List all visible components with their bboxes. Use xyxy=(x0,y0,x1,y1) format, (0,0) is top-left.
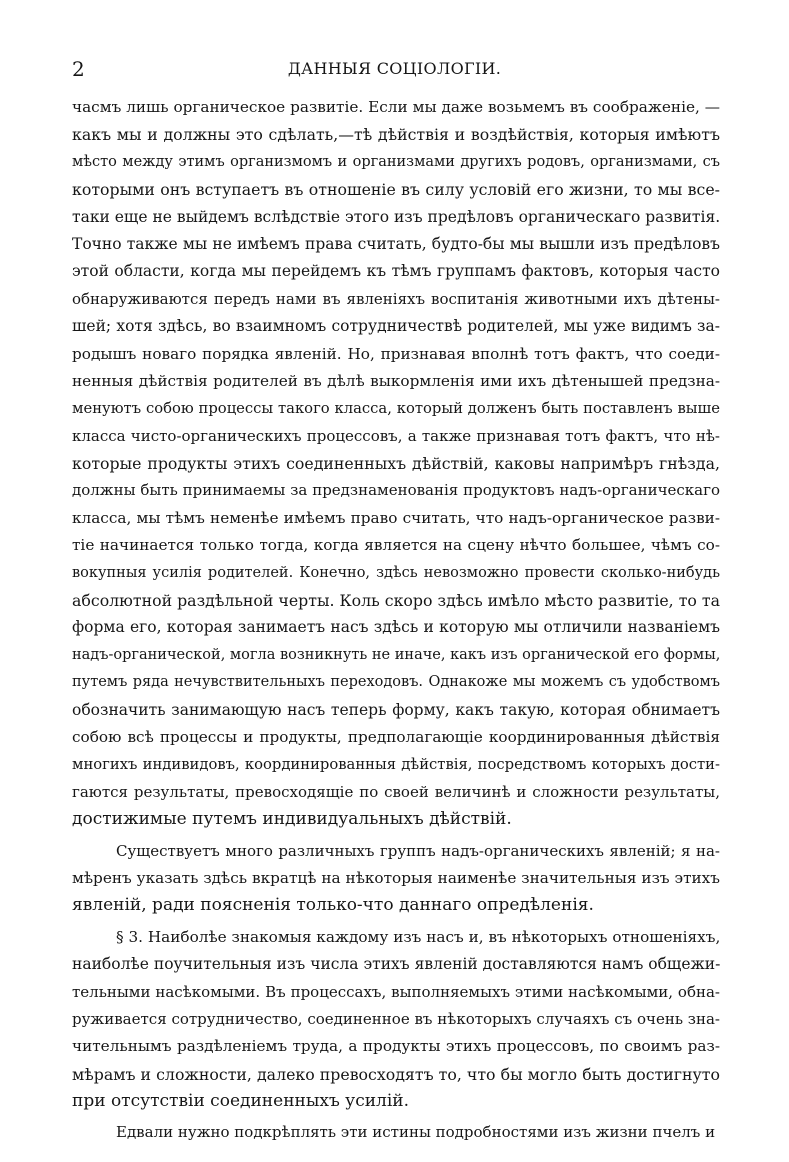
text-line: многихъ индивидовъ, координированныя дѣйствія, посредствомъ которыхъ дости- xyxy=(72,756,720,774)
text-line: класса, мы тѣмъ неменѣе имѣемъ право считать, что надъ-органическое разви- xyxy=(72,508,720,527)
text-line: обозначить занимающую насъ теперь форму, какъ такую, которая обнимаетъ xyxy=(72,700,720,719)
text-line: руживается сотрудничество, соединенное въ нѣкоторыхъ случаяхъ съ очень зна- xyxy=(72,1009,720,1028)
paragraph xyxy=(72,94,720,834)
text-line: явленій, ради поясненія только-что даннаго опредѣленія. xyxy=(72,895,594,916)
text-line: этой области, когда мы перейдемъ къ тѣмъ группамъ фактовъ, которыя часто xyxy=(72,262,720,281)
text-line: ненныя дѣйствія родителей въ дѣлѣ выкормленія ими ихъ дѣтенышей предзна- xyxy=(72,371,720,390)
text-line: надъ-органической, могла возникнуть не иначе, какъ изъ органической его формы, xyxy=(72,646,721,663)
text-line: мѣсто между этимъ организмомъ и организмами другихъ родовъ, организмами, съ xyxy=(72,153,720,170)
text-line: мѣренъ указать здѣсь вкратцѣ на нѣкоторыя наименѣе значительныя изъ этихъ xyxy=(72,868,720,887)
text-line: шей; хотя здѣсь, во взаимномъ сотрудничествѣ родителей, мы уже видимъ за- xyxy=(72,317,720,336)
text-line: путемъ ряда нечувствительныхъ переходовъ. Однакоже мы можемъ съ удобствомъ xyxy=(72,674,720,691)
text-line: гаются результаты, превосходящіе по своей величинѣ и сложности результаты, xyxy=(72,782,720,801)
text-line: собою всѣ процессы и продукты, предполагающіе координированныя дѣйствія xyxy=(72,727,720,746)
text-line: родышъ новаго порядка явленій. Но, признавая вполнѣ тотъ фактъ, что соеди- xyxy=(72,344,720,363)
page-header xyxy=(72,56,717,82)
text-line: вокупныя усилія родителей. Конечно, здѣсь невозможно провести сколько-нибудь xyxy=(72,564,720,581)
text-line: мѣрамъ и сложности, далеко превосходятъ то, что бы могло быть достигнуто xyxy=(72,1064,720,1084)
text-line: достижимые путемъ индивидуальныхъ дѣйствій. xyxy=(72,809,512,830)
text-line: которыми онъ вступаетъ въ отношеніе въ силу условій его жизни, то мы все- xyxy=(72,180,720,200)
text-line: при отсутствіи соединенныхъ усилій. xyxy=(72,1091,410,1112)
text-line: абсолютной раздѣльной черты. Коль скоро здѣсь имѣло мѣсто развитіе, то та xyxy=(72,591,720,611)
text-line: класса чисто-органическихъ процессовъ, а также признавая тотъ фактъ, что нѣ- xyxy=(72,426,720,445)
text-line: § 3. Наиболѣе знакомыя каждому изъ насъ и, въ нѣкоторыхъ отношеніяхъ, xyxy=(116,927,721,946)
paragraph xyxy=(72,838,720,920)
paragraph xyxy=(72,924,720,1116)
page-number: 2 xyxy=(72,57,85,81)
text-line: форма его, которая занимаетъ насъ здѣсь и которую мы отличили названіемъ xyxy=(72,618,720,637)
text-line: тельными насѣкомыми. Въ процессахъ, выполняемыхъ этими насѣкомыми, обна- xyxy=(72,982,720,1001)
running-head: ДАННЫЯ СОЦІОЛОГІИ. xyxy=(287,59,502,78)
text-line: Едвали нужно подкрѣплять эти истины подробностями изъ жизни пчелъ и xyxy=(116,1123,716,1142)
text-line: какъ мы и должны это сдѣлать,—тѣ дѣйствія и воздѣйствія, которыя имѣютъ xyxy=(72,125,720,145)
text-line: менуютъ собою процессы такого класса, который долженъ быть поставленъ выше xyxy=(72,400,720,418)
paragraph xyxy=(72,1119,720,1146)
text-line: должны быть принимаемы за предзнаменованія продуктовъ надъ-органическаго xyxy=(72,481,720,500)
page-body xyxy=(72,94,720,1147)
text-line: Существуетъ много различныхъ группъ надъ-органическихъ явленій; я на- xyxy=(116,841,720,860)
text-line: Точно также мы не имѣемъ права считать, будто-бы мы вышли изъ предѣловъ xyxy=(72,234,720,253)
text-line: обнаруживаются передъ нами въ явленіяхъ воспитанія животными ихъ дѣтены- xyxy=(72,289,720,308)
text-line: тіе начинается только тогда, когда является на сцену нѣчто большее, чѣмъ со- xyxy=(72,536,720,555)
text-line: таки еще не выйдемъ вслѣдствіе этого изъ предѣловъ органическаго развитія. xyxy=(72,207,721,226)
text-line: которые продукты этихъ соединенныхъ дѣйствій, каковы напримѣръ гнѣзда, xyxy=(72,454,720,474)
text-line: часмъ лишь органическое развитіе. Если мы даже возьмемъ въ соображеніе, — xyxy=(72,98,720,116)
text-line: чительнымъ раздѣленіемъ труда, а продукты этихъ процессовъ, по своимъ раз- xyxy=(72,1037,720,1056)
text-line: наиболѣе поучительныя изъ числа этихъ явленій доставляются намъ общежи- xyxy=(72,955,721,974)
